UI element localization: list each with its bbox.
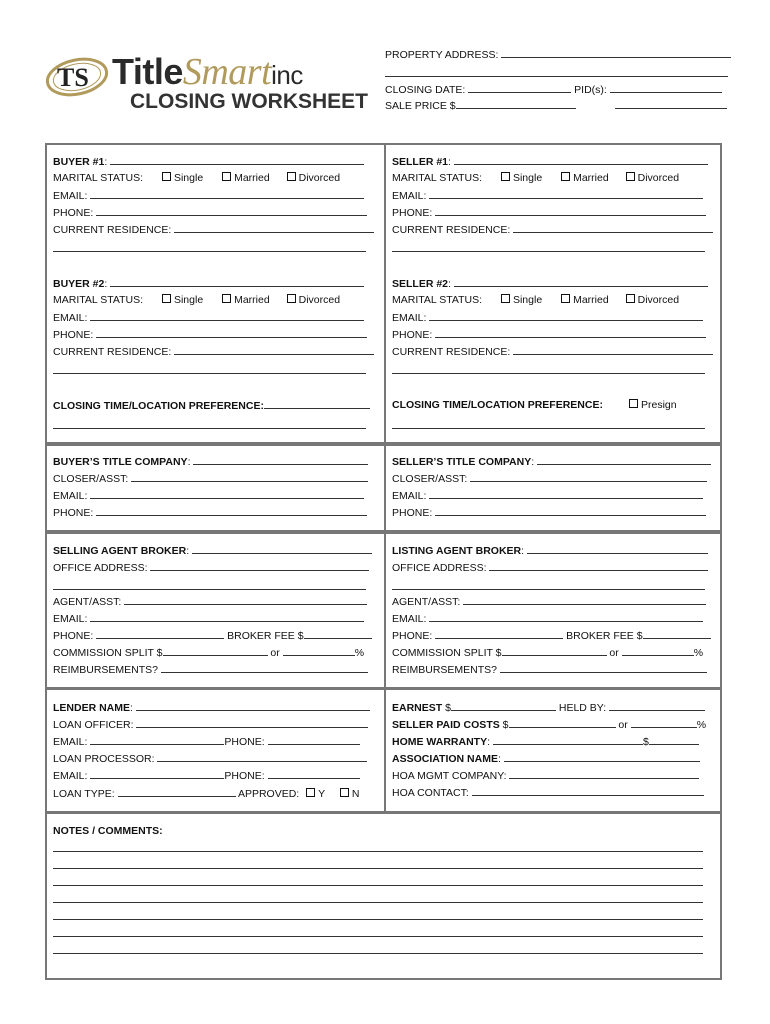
selling-commission-row: COMMISSION SPLIT $ or % (53, 647, 365, 659)
buyer2-name-row: BUYER #2: (53, 276, 364, 291)
listing-reimbursements-row: REIMBURSEMENTS? (392, 662, 707, 677)
lender-name-row: LENDER NAME: (53, 700, 370, 715)
listing-agent-field[interactable] (527, 543, 708, 554)
processor-email-field[interactable] (90, 768, 224, 779)
loan-type-row: LOAN TYPE: APPROVED: Y N (53, 788, 360, 800)
selling-reimbursements-row: REIMBURSEMENTS? (53, 662, 368, 677)
buyer2-divorced-checkbox[interactable] (287, 294, 296, 303)
earnest-held-by-field[interactable] (609, 700, 705, 711)
notes-line[interactable] (53, 902, 703, 903)
buyer2-email-row: EMAIL: (53, 310, 364, 325)
buyer1-phone-field[interactable] (96, 205, 367, 216)
company-name: TitleSmartinc (112, 51, 303, 93)
seller2-phone-field[interactable] (435, 327, 706, 338)
lender-name-field[interactable] (136, 700, 370, 711)
approved-yes-checkbox[interactable] (306, 788, 315, 797)
loan-processor-field[interactable] (157, 751, 367, 762)
seller-paid-costs-field[interactable] (509, 717, 616, 728)
buyer2-single-checkbox[interactable] (162, 294, 171, 303)
seller-closing-pref-line2[interactable] (392, 428, 705, 429)
notes-line[interactable] (53, 936, 703, 937)
selling-commission-amount-field[interactable] (163, 645, 268, 656)
seller2-residence-row: CURRENT RESIDENCE: (392, 344, 713, 359)
buyer-closer-field[interactable] (131, 471, 368, 482)
processor-phone-field[interactable] (268, 768, 360, 779)
buyer-closing-pref-row: CLOSING TIME/LOCATION PREFERENCE: (53, 398, 370, 413)
seller-title-phone-field[interactable] (435, 505, 706, 516)
selling-email-field[interactable] (90, 611, 364, 622)
buyer1-residence-line2[interactable] (53, 251, 366, 252)
buyer-title-phone-row: PHONE: (53, 505, 367, 520)
selling-agent-row: SELLING AGENT BROKER: (53, 543, 372, 558)
property-address-row: PROPERTY ADDRESS: (385, 47, 731, 61)
buyer2-marital-row: MARITAL STATUS: Single Married Divorced (53, 294, 341, 306)
notes-line[interactable] (53, 953, 703, 954)
agents-divider (384, 530, 386, 688)
seller2-email-row: EMAIL: (392, 310, 703, 325)
selling-commission-percent-field[interactable] (283, 645, 355, 656)
listing-agent-asst-row: AGENT/ASST: (392, 594, 706, 609)
buyer1-name-row: BUYER #1: (53, 154, 364, 169)
buyer2-residence-row: CURRENT RESIDENCE: (53, 344, 374, 359)
seller-title-email-field[interactable] (429, 488, 703, 499)
seller1-name-row: SELLER #1: (392, 154, 708, 169)
seller2-residence-field[interactable] (513, 344, 713, 355)
seller1-divorced-checkbox[interactable] (626, 172, 635, 181)
buyer1-phone-row: PHONE: (53, 205, 367, 220)
seller2-name-field[interactable] (454, 276, 708, 287)
buyer-closer-row: CLOSER/ASST: (53, 471, 368, 486)
seller-title-company-row: SELLER’S TITLE COMPANY: (392, 454, 711, 469)
hoa-contact-row: HOA CONTACT: (392, 785, 704, 800)
listing-email-row: EMAIL: (392, 611, 703, 626)
hoa-contact-field[interactable] (472, 785, 704, 796)
seller2-phone-row: PHONE: (392, 327, 706, 342)
seller1-email-row: EMAIL: (392, 188, 703, 203)
loan-officer-row: LOAN OFFICER: (53, 717, 368, 732)
processor-email-row: EMAIL: PHONE: (53, 768, 360, 783)
listing-broker-fee-field[interactable] (643, 628, 711, 639)
seller1-residence-line2[interactable] (392, 251, 705, 252)
selling-agent-asst-field[interactable] (124, 594, 367, 605)
buyer1-married-checkbox[interactable] (222, 172, 231, 181)
buyer2-email-field[interactable] (90, 310, 364, 321)
association-name-field[interactable] (504, 751, 700, 762)
association-name-row: ASSOCIATION NAME: (392, 751, 700, 766)
closing-date-row: CLOSING DATE: PID(s): (385, 82, 722, 96)
property-address-line2[interactable] (385, 76, 728, 77)
selling-email-row: EMAIL: (53, 611, 364, 626)
buyer1-email-field[interactable] (90, 188, 364, 199)
listing-phone-field[interactable] (435, 628, 563, 639)
parties-divider (384, 143, 386, 445)
buyer-title-company-row: BUYER’S TITLE COMPANY: (53, 454, 368, 469)
loan-type-field[interactable] (118, 786, 236, 797)
seller2-divorced-checkbox[interactable] (626, 294, 635, 303)
listing-agent-row: LISTING AGENT BROKER: (392, 543, 708, 558)
seller1-name-field[interactable] (454, 154, 708, 165)
listing-office-field[interactable] (489, 560, 708, 571)
selling-agent-asst-row: AGENT/ASST: (53, 594, 367, 609)
notes-line[interactable] (53, 851, 703, 852)
buyer-closing-pref-field[interactable] (264, 398, 370, 409)
hoa-mgmt-row: HOA MGMT COMPANY: (392, 768, 699, 783)
seller1-email-field[interactable] (429, 188, 703, 199)
buyer1-email-row: EMAIL: (53, 188, 364, 203)
seller1-residence-row: CURRENT RESIDENCE: (392, 222, 713, 237)
earnest-row: EARNEST $ HELD BY: (392, 700, 705, 715)
pids-field[interactable] (610, 82, 722, 93)
presign-option: Presign (629, 398, 677, 412)
seller-closer-row: CLOSER/ASST: (392, 471, 707, 486)
notes-line[interactable] (53, 868, 703, 869)
buyer1-divorced-checkbox[interactable] (287, 172, 296, 181)
listing-email-field[interactable] (429, 611, 703, 622)
seller2-single-checkbox[interactable] (501, 294, 510, 303)
hoa-mgmt-field[interactable] (509, 768, 699, 779)
seller-title-email-row: EMAIL: (392, 488, 703, 503)
title-company-divider (384, 442, 386, 533)
listing-office-line2[interactable] (392, 589, 705, 590)
notes-line[interactable] (53, 885, 703, 886)
approved-no-checkbox[interactable] (340, 788, 349, 797)
titlesmart-logo-icon (44, 52, 114, 102)
notes-line[interactable] (53, 919, 703, 920)
lender-divider (384, 688, 386, 812)
closing-date-field[interactable] (468, 82, 571, 93)
buyer-closing-pref-line2[interactable] (53, 428, 366, 429)
seller1-married-checkbox[interactable] (561, 172, 570, 181)
buyer2-name-field[interactable] (110, 276, 364, 287)
lender-email-field[interactable] (90, 734, 224, 745)
buyer2-phone-row: PHONE: (53, 327, 367, 342)
lender-phone-field[interactable] (268, 734, 360, 745)
seller1-single-checkbox[interactable] (501, 172, 510, 181)
seller-title-company-field[interactable] (537, 454, 711, 465)
page-title: CLOSING WORKSHEET (130, 90, 369, 113)
seller1-marital-row: MARITAL STATUS: Single Married Divorced (392, 172, 680, 184)
buyer1-single-checkbox[interactable] (162, 172, 171, 181)
seller2-residence-line2[interactable] (392, 373, 705, 374)
seller-title-phone-row: PHONE: (392, 505, 706, 520)
buyer-title-email-row: EMAIL: (53, 488, 364, 503)
loan-officer-field[interactable] (136, 717, 368, 728)
seller-paid-percent-field[interactable] (631, 717, 697, 728)
lender-email-row: EMAIL: PHONE: (53, 734, 360, 749)
buyer1-name-field[interactable] (110, 154, 364, 165)
buyer1-residence-field[interactable] (174, 222, 374, 233)
selling-office-field[interactable] (150, 560, 369, 571)
buyer1-residence-row: CURRENT RESIDENCE: (53, 222, 374, 237)
selling-phone-field[interactable] (96, 628, 224, 639)
buyer-title-phone-field[interactable] (96, 505, 367, 516)
seller-closing-pref-row: CLOSING TIME/LOCATION PREFERENCE: (392, 399, 603, 411)
seller1-phone-field[interactable] (435, 205, 706, 216)
buyer-title-email-field[interactable] (90, 488, 364, 499)
earnest-amount-field[interactable] (451, 700, 556, 711)
property-address-field[interactable] (501, 47, 731, 58)
buyer2-residence-field[interactable] (174, 344, 374, 355)
home-warranty-amount-field[interactable] (649, 734, 699, 745)
selling-office-row: OFFICE ADDRESS: (53, 560, 369, 575)
buyer1-marital-row: MARITAL STATUS: Single Married Divorced (53, 172, 341, 184)
listing-reimbursements-field[interactable] (500, 662, 707, 673)
seller1-phone-row: PHONE: (392, 205, 706, 220)
home-warranty-row: HOME WARRANTY: $ (392, 734, 699, 749)
buyer2-phone-field[interactable] (96, 327, 367, 338)
seller-closer-field[interactable] (470, 471, 707, 482)
home-warranty-field[interactable] (493, 734, 643, 745)
selling-broker-fee-field[interactable] (304, 628, 372, 639)
sale-price-field[interactable] (456, 98, 576, 109)
listing-commission-percent-field[interactable] (622, 645, 694, 656)
logo-monogram: TS (57, 63, 89, 92)
listing-office-row: OFFICE ADDRESS: (392, 560, 708, 575)
selling-office-line2[interactable] (53, 589, 366, 590)
listing-commission-amount-field[interactable] (502, 645, 607, 656)
buyer2-married-checkbox[interactable] (222, 294, 231, 303)
loan-processor-row: LOAN PROCESSOR: (53, 751, 367, 766)
listing-phone-row: PHONE: BROKER FEE $ (392, 628, 711, 643)
notes-label: NOTES / COMMENTS: (53, 825, 163, 837)
selling-agent-field[interactable] (192, 543, 372, 554)
presign-checkbox[interactable] (629, 399, 638, 408)
seller2-married-checkbox[interactable] (561, 294, 570, 303)
selling-reimbursements-field[interactable] (161, 662, 368, 673)
seller1-residence-field[interactable] (513, 222, 713, 233)
pids-field-line2[interactable] (615, 108, 727, 109)
seller2-email-field[interactable] (429, 310, 703, 321)
seller2-marital-row: MARITAL STATUS: Single Married Divorced (392, 294, 680, 306)
buyer2-residence-line2[interactable] (53, 373, 366, 374)
listing-agent-asst-field[interactable] (463, 594, 706, 605)
buyer-title-company-field[interactable] (193, 454, 368, 465)
listing-commission-row: COMMISSION SPLIT $ or % (392, 647, 704, 659)
seller-paid-costs-row: SELLER PAID COSTS $ or % (392, 719, 707, 731)
seller2-name-row: SELLER #2: (392, 276, 708, 291)
sale-price-row: SALE PRICE $ (385, 98, 576, 112)
selling-phone-row: PHONE: BROKER FEE $ (53, 628, 372, 643)
